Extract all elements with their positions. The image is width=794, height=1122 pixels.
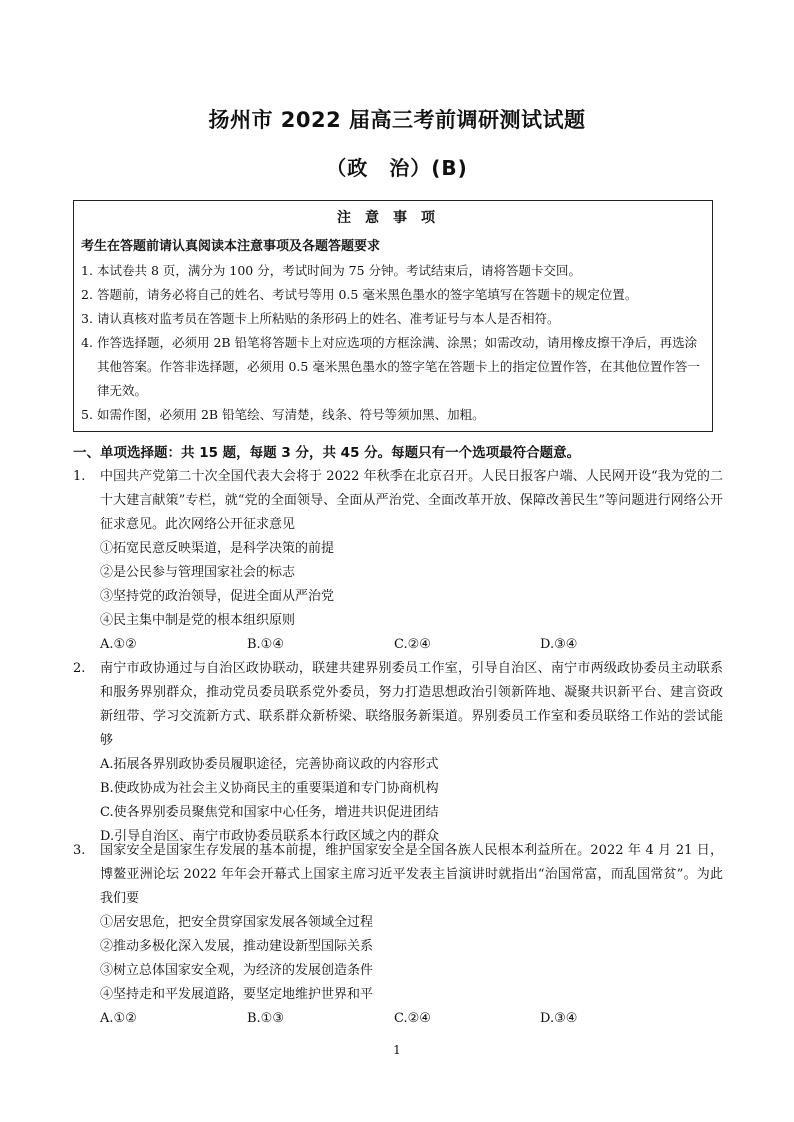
notice-list: [81, 259, 705, 427]
exam-subtitle: （政 治）(B): [326, 156, 468, 180]
question-number: 1.: [73, 469, 86, 484]
statement-option: ③坚持党的政治领导，促进全面从严治党: [100, 589, 335, 604]
notice-item-text: 作答选择题，必须用 2B 铅笔将答题卡上对应选项的方框涂满、涂黑；如需改动，请用橡皮擦干净后，再选涂其他答案。作答非选择题，必须用 0.5 毫米黑色墨水的签字笔在答题卡上的指定位置作答，在其他位置作答一律无效。: [97, 335, 700, 398]
page-number: 1: [393, 1043, 401, 1057]
statement-option: ④民主集中制是党的根本组织原则: [100, 613, 296, 628]
notice-item-text: 答题前，请务必将自己的姓名、考试号等用 0.5 毫米黑色墨水的签字笔填写在答题卡的规定位置。: [97, 287, 638, 302]
statement-option: ②推动多极化深入发展，推动建设新型国际关系: [100, 939, 374, 954]
answer-choices: [100, 633, 723, 657]
choice-b[interactable]: B.使政协成为社会主义协商民主的重要渠道和专门协商机构: [100, 781, 439, 796]
statement-option: ①居安思危，把安全贯穿国家发展各领域全过程: [100, 915, 374, 930]
answer-choices: [100, 1007, 723, 1031]
notice-item-text: 如需作图，必须用 2B 铅笔绘、写清楚，线条、符号等须加黑、加粗。: [97, 407, 485, 422]
exam-title: 扬州市 2022 届高三考前调研测试试题: [208, 108, 586, 132]
statement-option: ④坚持走和平发展道路，要坚定地维护世界和平: [100, 987, 374, 1002]
question-2: [73, 657, 723, 849]
choice-d[interactable]: D.③④: [540, 1011, 578, 1026]
notice-item-number: 4.: [81, 335, 93, 350]
notice-item-number: 1.: [81, 263, 93, 278]
notice-item: [81, 403, 705, 427]
notice-item: [81, 283, 705, 307]
choice-a[interactable]: A.①②: [100, 1011, 137, 1026]
choice-b[interactable]: B.①③: [247, 1011, 284, 1026]
notice-item-text: 本试卷共 8 页，满分为 100 分，考试时间为 75 分钟。考试结束后，请将答题卡交回。: [97, 263, 582, 278]
notice-item: [81, 259, 705, 283]
notice-item-number: 5.: [81, 407, 93, 422]
notice-title: 注意事项: [337, 210, 449, 226]
question-3: [73, 839, 723, 1031]
choice-a[interactable]: A.拓展各界别政协委员履职途径，完善协商议政的内容形式: [100, 757, 439, 772]
statement-option: ③树立总体国家安全观，为经济的发展创造条件: [100, 963, 374, 978]
notice-box: [73, 200, 713, 432]
notice-item-number: 2.: [81, 287, 93, 302]
choice-c[interactable]: C.②④: [394, 637, 431, 652]
statement-option: ②是公民参与管理国家社会的标志: [100, 565, 296, 580]
notice-item: [81, 307, 705, 331]
question-stem: 国家安全是国家生存发展的基本前提，维护国家安全是全国各族人民根本利益所在。2022 年 4 月 21 日，博鳌亚洲论坛 2022 年年会开幕式上国家主席习近平发表主旨演讲时就指出“治国常富，而乱国常贫”。为此我们要: [100, 843, 723, 906]
choice-b[interactable]: B.①④: [247, 637, 284, 652]
question-stem: 南宁市政协通过与自治区政协联动，联建共建界别委员工作室，引导自治区、南宁市两级政协委员主动联系和服务界别群众，推动党员委员联系党外委员，努力打造思想政治引领新阵地、凝聚共识新平台、建言资政新纽带、学习交流新方式、联系群众新桥梁、联络服务新渠道。界别委员工作室和委员联络工作站的尝试能够: [100, 661, 723, 748]
question-number: 3.: [73, 843, 86, 858]
choice-a[interactable]: A.①②: [100, 637, 137, 652]
question-stem: 中国共产党第二十次全国代表大会将于 2022 年秋季在北京召开。人民日报客户端、人民网开设“我为党的二十大建言献策”专栏，就“党的全面领导、全面从严治党、全面改革开放、保障改善民生”等问题进行网络公开征求意见。此次网络公开征求意见: [100, 469, 723, 532]
choice-c[interactable]: C.②④: [394, 1011, 431, 1026]
choice-d[interactable]: D.引导自治区、南宁市政协委员联系本行政区域之内的群众: [100, 829, 440, 844]
question-1: [73, 465, 723, 657]
notice-item: [81, 331, 705, 403]
notice-item-number: 3.: [81, 311, 93, 326]
choice-d[interactable]: D.③④: [540, 637, 578, 652]
question-number: 2.: [73, 661, 86, 676]
notice-requirement: 考生在答题前请认真阅读本注意事项及各题答题要求: [81, 239, 381, 254]
choice-c[interactable]: C.使各界别委员聚焦党和国家中心任务，增进共识促进团结: [100, 805, 439, 820]
notice-item-text: 请认真核对监考员在答题卡上所粘贴的条形码上的姓名、准考证号与本人是否相符。: [97, 311, 560, 326]
section-heading: 一、单项选择题：共 15 题，每题 3 分，共 45 分。每题只有一个选项最符合题意。: [73, 445, 581, 461]
statement-option: ①拓宽民意反映渠道，是科学决策的前提: [100, 541, 335, 556]
